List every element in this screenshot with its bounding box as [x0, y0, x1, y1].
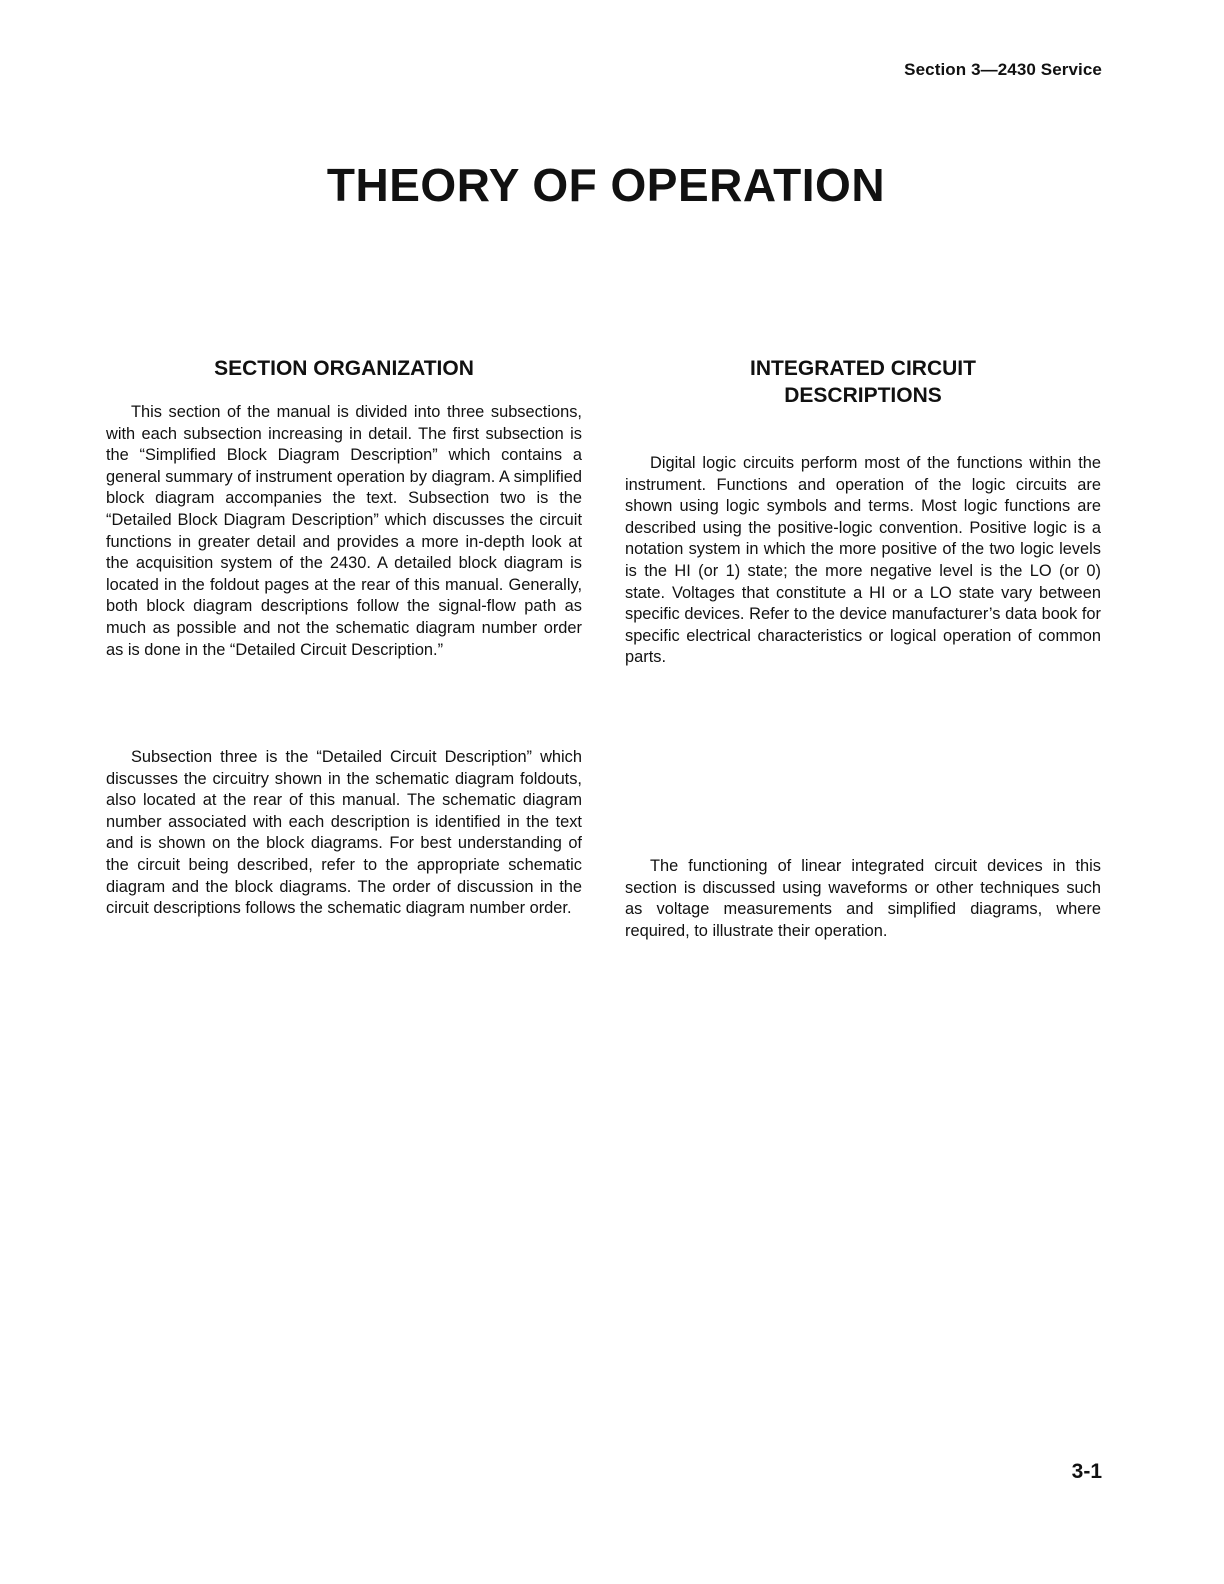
left-column	[106, 355, 582, 918]
heading-line-2: DESCRIPTIONS	[784, 384, 942, 407]
paragraph-section-organization-2: Subsection three is the “Detailed Circuit Description” which discusses the circuitry shown in the schematic diagram foldouts, also located at the rear of this manual. The schematic diagram number associated with each description is identified in the text and is shown on the block diagrams. For best understanding of the circuit being described, refer to the appropriate schematic diagram and the block diagrams. The order of discussion in the circuit descriptions follows the schematic diagram number order.	[106, 748, 582, 918]
heading-line-1: INTEGRATED CIRCUIT	[750, 357, 976, 380]
page-number: 3-1	[1071, 1460, 1102, 1483]
page-title: THEORY OF OPERATION	[326, 159, 886, 211]
right-column	[625, 355, 1101, 940]
paragraph-ic-descriptions-1: Digital logic circuits perform most of the functions within the instrument. Functions and operation of the logic circuits are shown using logic symbols and terms. Most logic functions are described using the positive-logic convention. Positive logic is a notation system in which the more positive of the two logic levels is the HI (or 1) state; the more negative level is the LO (or 0) state. Voltages that constitute a HI or a LO state vary between specific devices. Refer to the device manufacturer’s data book for specific electrical characteristics or logical operation of common parts.	[625, 454, 1101, 667]
section-heading-integrated-circuit	[625, 355, 1101, 409]
paragraph-section-organization-1: This section of the manual is divided into three subsections, with each subsection increasing in detail. The first subsection is the “Simplified Block Diagram Description” which contains a general summary of instrument operation by diagram. A simplified block diagram accompanies the text. Subsection two is the “Detailed Block Diagram Description” which discusses the circuit functions in greater detail and provides a more in-depth look at the acquisition system of the 2430. A detailed block diagram is located in the foldout pages at the rear of this manual. Generally, both block diagram descriptions follow the signal-flow path as much as possible and not the schematic diagram number order as is done in the “Detailed Circuit Description.”	[106, 403, 582, 659]
running-head: Section 3—2430 Service	[904, 60, 1102, 79]
section-heading-organization: SECTION ORGANIZATION	[214, 357, 474, 380]
paragraph-ic-descriptions-2: The functioning of linear integrated circuit devices in this section is discussed using waveforms or other techniques such as voltage measurements and simplified diagrams, where required, to illustrate their operation.	[625, 857, 1101, 940]
